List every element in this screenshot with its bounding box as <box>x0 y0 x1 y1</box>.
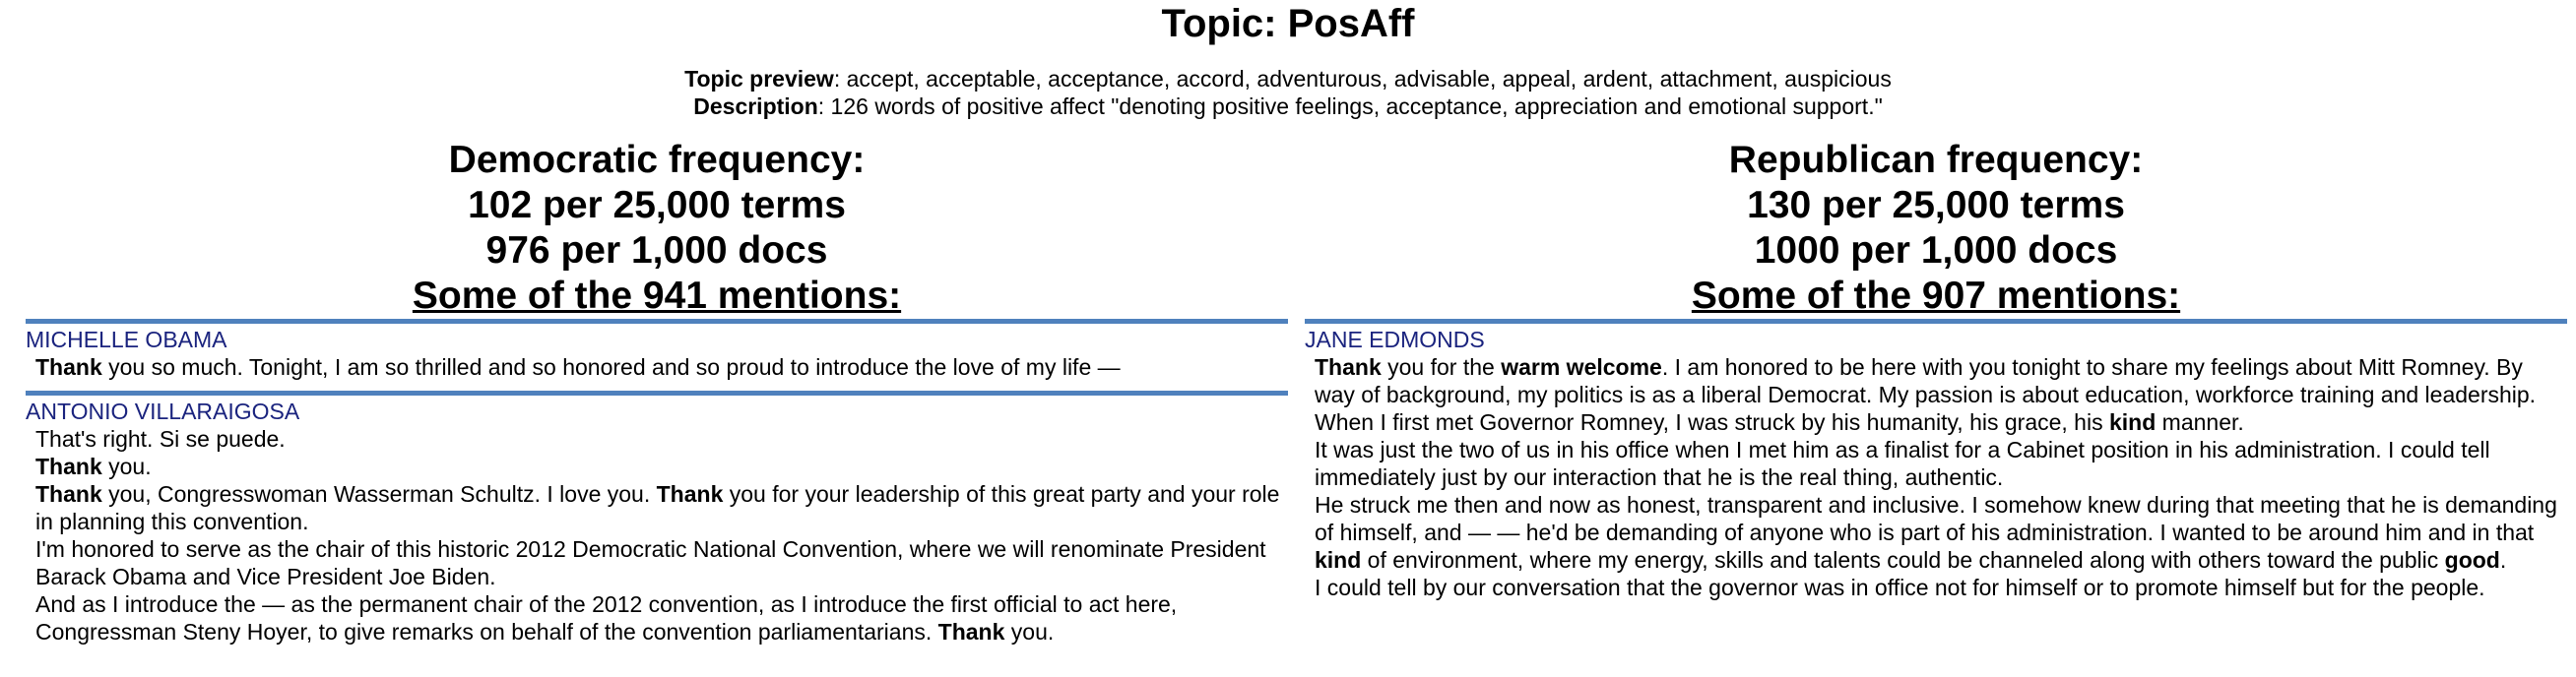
speech-text: you for the <box>1381 354 1502 380</box>
speech-divider <box>1305 319 2567 324</box>
speech-paragraph <box>26 535 1288 590</box>
speech-text: you so much. Tonight, I am so thrilled and so honored and so proud to introduce the love of my life — <box>101 354 1121 380</box>
speech-list <box>26 319 1288 646</box>
frequency-per-docs: 1000 per 1,000 docs <box>1754 229 2118 272</box>
highlighted-term: Thank <box>656 481 724 507</box>
speech-text: And as I introduce the — as the permanent chair of the 2012 convention, as I introduce the first official to act here, Congressman Steny Hoyer, to give remarks on behalf of the convention parliamentarians. <box>35 591 1178 645</box>
frequency-per-terms: 102 per 25,000 terms <box>468 184 846 226</box>
highlighted-term: Thank <box>35 354 102 380</box>
speech-text: I'm honored to serve as the chair of this historic 2012 Democratic National Convention, where we will renominate President Barack Obama and Vice President Joe Biden. <box>35 536 1266 589</box>
speech-paragraph <box>1305 436 2567 491</box>
speech-paragraph <box>26 590 1288 646</box>
frequency-title: Republican frequency: <box>1728 139 2144 181</box>
speech-text: you, Congresswoman Wasserman Schultz. I love you. <box>101 481 657 507</box>
democratic-column <box>26 138 1288 655</box>
speech-paragraph <box>26 480 1288 535</box>
speaker-name: JANE EDMONDS <box>1305 327 1485 352</box>
highlighted-term: Thank <box>35 481 102 507</box>
topic-preview-text: : accept, acceptable, acceptance, accord, adventurous, advisable, appeal, ardent, attachment, auspicious <box>833 66 1892 92</box>
highlighted-term: Thank <box>1315 354 1382 380</box>
topic-description-label: Description <box>693 93 818 119</box>
frequency-per-terms: 130 per 25,000 terms <box>1747 184 2125 226</box>
democratic-frequency <box>26 138 1288 319</box>
speech-paragraph <box>26 353 1288 381</box>
speech-text: That's right. Si se puede. <box>35 426 286 452</box>
speech-divider <box>26 391 1288 396</box>
highlighted-term: warm welcome <box>1501 354 1662 380</box>
speaker-name: ANTONIO VILLARAIGOSA <box>26 399 300 424</box>
speech-divider <box>26 319 1288 324</box>
speech-text: of environment, where my energy, skills and talents could be channeled along with others toward the public <box>1361 547 2445 573</box>
mentions-heading: Some of the 941 mentions: <box>412 275 902 317</box>
speech-block <box>26 391 1288 646</box>
mentions-heading: Some of the 907 mentions: <box>1691 275 2181 317</box>
speech-text: you. <box>1004 619 1055 645</box>
speech-block <box>1305 319 2567 601</box>
highlighted-term: Thank <box>937 619 1005 645</box>
speech-text: I could tell by our conversation that the governor was in office not for himself or to promote himself but for the people. <box>1315 575 2485 600</box>
topic-description <box>0 92 2576 120</box>
speech-text: . <box>2499 547 2507 573</box>
speech-paragraph <box>26 425 1288 453</box>
highlighted-term: kind <box>2108 409 2157 435</box>
frequency-title: Democratic frequency: <box>448 139 866 181</box>
speech-text: It was just the two of us in his office when I met him as a finalist for a Cabinet position in his administration. I could tell immediately just by our interaction that he is the real thing, authentic. <box>1315 437 2490 490</box>
speech-list <box>1305 319 2567 601</box>
speech-paragraph <box>1305 574 2567 601</box>
speech-paragraph <box>1305 408 2567 436</box>
topic-title: Topic: PosAff <box>1161 2 1415 45</box>
topic-description-text: : 126 words of positive affect "denoting positive feelings, acceptance, appreciation and emotional support." <box>817 93 1883 119</box>
frequency-per-docs: 976 per 1,000 docs <box>485 229 828 272</box>
speech-text: When I first met Governor Romney, I was struck by his humanity, his grace, his <box>1315 409 2109 435</box>
highlighted-term: Thank <box>35 454 102 479</box>
topic-preview-label: Topic preview <box>684 66 834 92</box>
topic-summary <box>0 65 2576 120</box>
speech-block <box>26 319 1288 381</box>
republican-column <box>1305 138 2567 611</box>
republican-frequency <box>1305 138 2567 319</box>
speech-text: manner. <box>2156 409 2244 435</box>
speaker-name: MICHELLE OBAMA <box>26 327 227 352</box>
speech-text: you. <box>101 454 152 479</box>
speech-paragraph <box>26 453 1288 480</box>
speech-paragraph <box>1305 353 2567 408</box>
speech-text: you for your leadership of this great party and your role in planning this convention. <box>35 481 1280 534</box>
speech-text: He struck me then and now as honest, transparent and inclusive. I somehow knew during that meeting that he is demanding of himself, and — — he'd be demanding of anyone who is part of his administration. I wanted to be around him and in that <box>1315 492 2557 545</box>
topic-preview <box>0 65 2576 92</box>
highlighted-term: good <box>2444 547 2500 573</box>
highlighted-term: kind <box>1315 547 1362 573</box>
speech-paragraph <box>1305 491 2567 574</box>
speech-text: . I am honored to be here with you tonight to share my feelings about Mitt Romney. By way of background, my politics is as a liberal Democrat. My passion is about education, workforce training and leadership. <box>1315 354 2537 407</box>
